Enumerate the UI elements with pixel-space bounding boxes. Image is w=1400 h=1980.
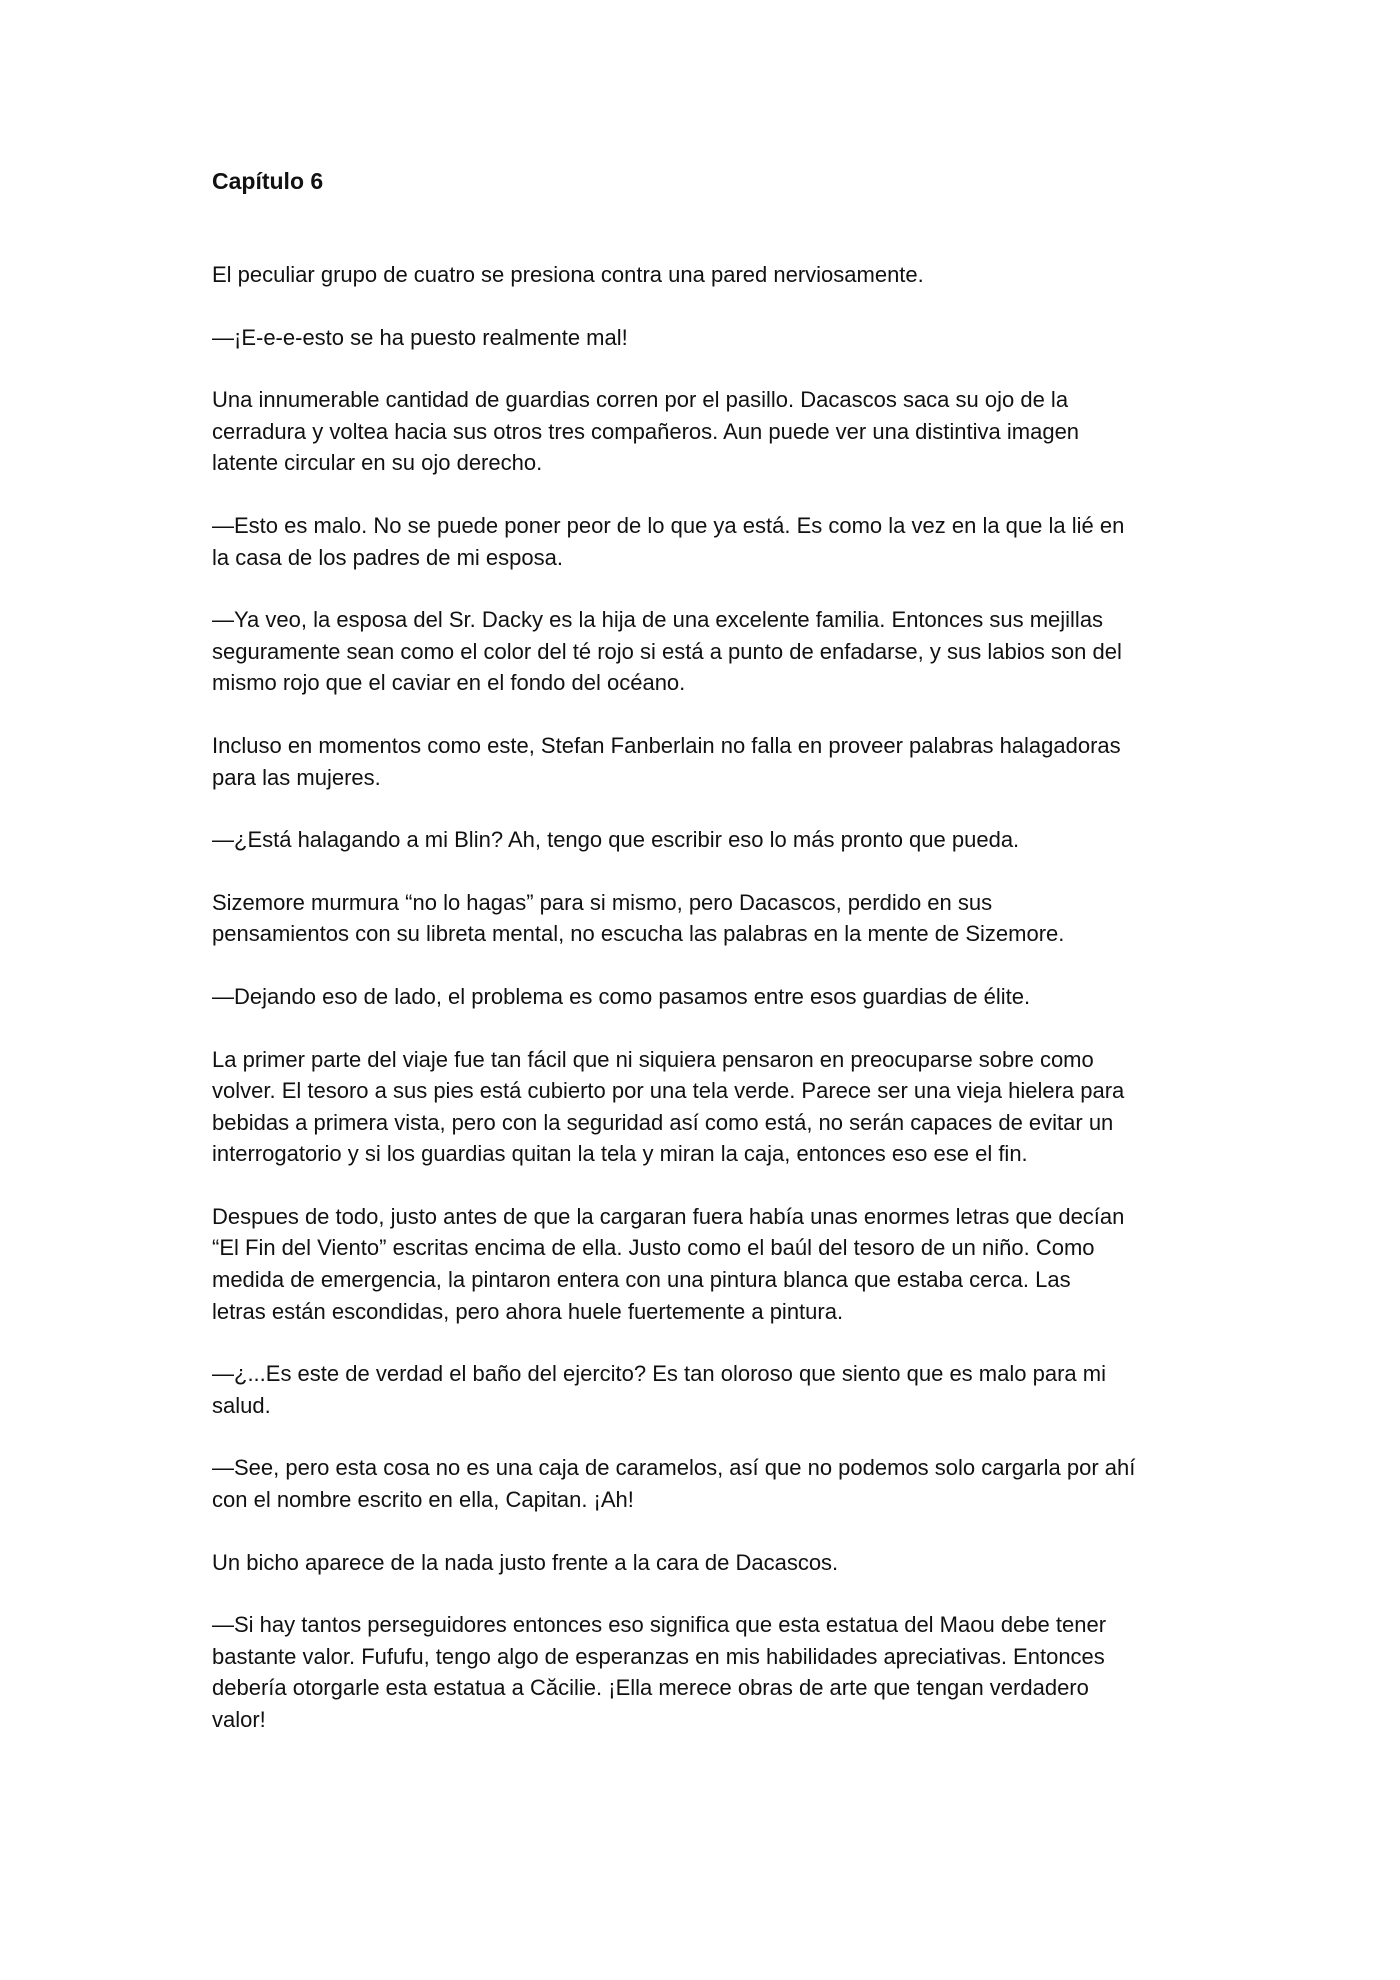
paragraph [212, 604, 1202, 699]
paragraph [212, 1044, 1202, 1170]
text-line: —See, pero esta cosa no es una caja de caramelos, así que no podemos solo cargarla por ahí [212, 1455, 1136, 1481]
text-line: seguramente sean como el color del té rojo si está a punto de enfadarse, y sus labios son del [212, 638, 1122, 664]
text-line: salud. [212, 1392, 271, 1418]
paragraph [212, 259, 1202, 291]
text-line: letras están escondidas, pero ahora huele fuertemente a pintura. [212, 1298, 844, 1324]
text-line: Incluso en momentos como este, Stefan Fanberlain no falla en proveer palabras halagadoras [212, 732, 1121, 758]
text-line: —Ya veo, la esposa del Sr. Dacky es la hija de una excelente familia. Entonces sus mejillas [212, 607, 1104, 633]
paragraph [212, 981, 1202, 1013]
text-line: Despues de todo, justo antes de que la cargaran fuera había unas enormes letras que decían [212, 1203, 1125, 1229]
text-line: bebidas a primera vista, pero con la seguridad así como está, no serán capaces de evitar un [212, 1109, 1114, 1135]
paragraph [212, 384, 1202, 479]
text-line: —¡E-e-e-esto se ha puesto realmente mal! [212, 324, 628, 350]
document-page [212, 166, 1202, 1767]
paragraph [212, 510, 1202, 573]
text-line: —Esto es malo. No se puede poner peor de lo que ya está. Es como la vez en la que la lié en [212, 512, 1125, 538]
text-line: volver. El tesoro a sus pies está cubierto por una tela verde. Parece ser una vieja hielera para [212, 1078, 1125, 1104]
text-line: la casa de los padres de mi esposa. [212, 544, 563, 570]
text-line: —Dejando eso de lado, el problema es como pasamos entre esos guardias de élite. [212, 983, 1031, 1009]
paragraph [212, 1609, 1202, 1735]
text-line: interrogatorio y si los guardias quitan la tela y miran la caja, entonces eso ese el fin. [212, 1141, 1028, 1167]
body-text [212, 259, 1202, 1736]
text-line: Sizemore murmura “no lo hagas” para si mismo, pero Dacascos, perdido en sus [212, 889, 993, 915]
text-line: pensamientos con su libreta mental, no escucha las palabras en la mente de Sizemore. [212, 921, 1065, 947]
text-line: mismo rojo que el caviar en el fondo del océano. [212, 670, 686, 696]
text-line: debería otorgarle esta estatua a Căcilie. ¡Ella merece obras de arte que tengan verdadero [212, 1675, 1089, 1701]
paragraph [212, 1201, 1202, 1327]
text-line: medida de emergencia, la pintaron entera con una pintura blanca que estaba cerca. Las [212, 1267, 1071, 1293]
text-line: bastante valor. Fufufu, tengo algo de esperanzas en mis habilidades apreciativas. Entonces [212, 1643, 1105, 1669]
paragraph [212, 730, 1202, 793]
text-line: El peculiar grupo de cuatro se presiona contra una pared nerviosamente. [212, 262, 924, 287]
paragraph [212, 824, 1202, 856]
paragraph [212, 1452, 1202, 1515]
text-line: para las mujeres. [212, 764, 381, 790]
paragraph [212, 887, 1202, 950]
text-line: —Si hay tantos perseguidores entonces eso significa que esta estatua del Maou debe tener [212, 1612, 1107, 1638]
paragraph [212, 322, 1202, 354]
text-line: —¿...Es este de verdad el baño del ejercito? Es tan oloroso que siento que es malo para mi [212, 1361, 1106, 1387]
text-line: Un bicho aparece de la nada justo frente a la cara de Dacascos. [212, 1549, 839, 1575]
text-line: latente circular en su ojo derecho. [212, 450, 543, 476]
text-line: —¿Está halagando a mi Blin? Ah, tengo que escribir eso lo más pronto que pueda. [212, 827, 1020, 853]
text-line: La primer parte del viaje fue tan fácil que ni siquiera pensaron en preocuparse sobre como [212, 1046, 1094, 1072]
text-line: con el nombre escrito en ella, Capitan. ¡Ah! [212, 1487, 634, 1513]
chapter-title: Capítulo 6 [212, 168, 324, 194]
paragraph [212, 1358, 1202, 1421]
text-line: Una innumerable cantidad de guardias corren por el pasillo. Dacascos saca su ojo de la [212, 387, 1069, 413]
paragraph [212, 1547, 1202, 1579]
text-line: valor! [212, 1707, 266, 1732]
text-line: cerradura y voltea hacia sus otros tres compañeros. Aun puede ver una distintiva imagen [212, 418, 1080, 444]
text-line: “El Fin del Viento” escritas encima de ella. Justo como el baúl del tesoro de un niño. Como [212, 1235, 1095, 1261]
